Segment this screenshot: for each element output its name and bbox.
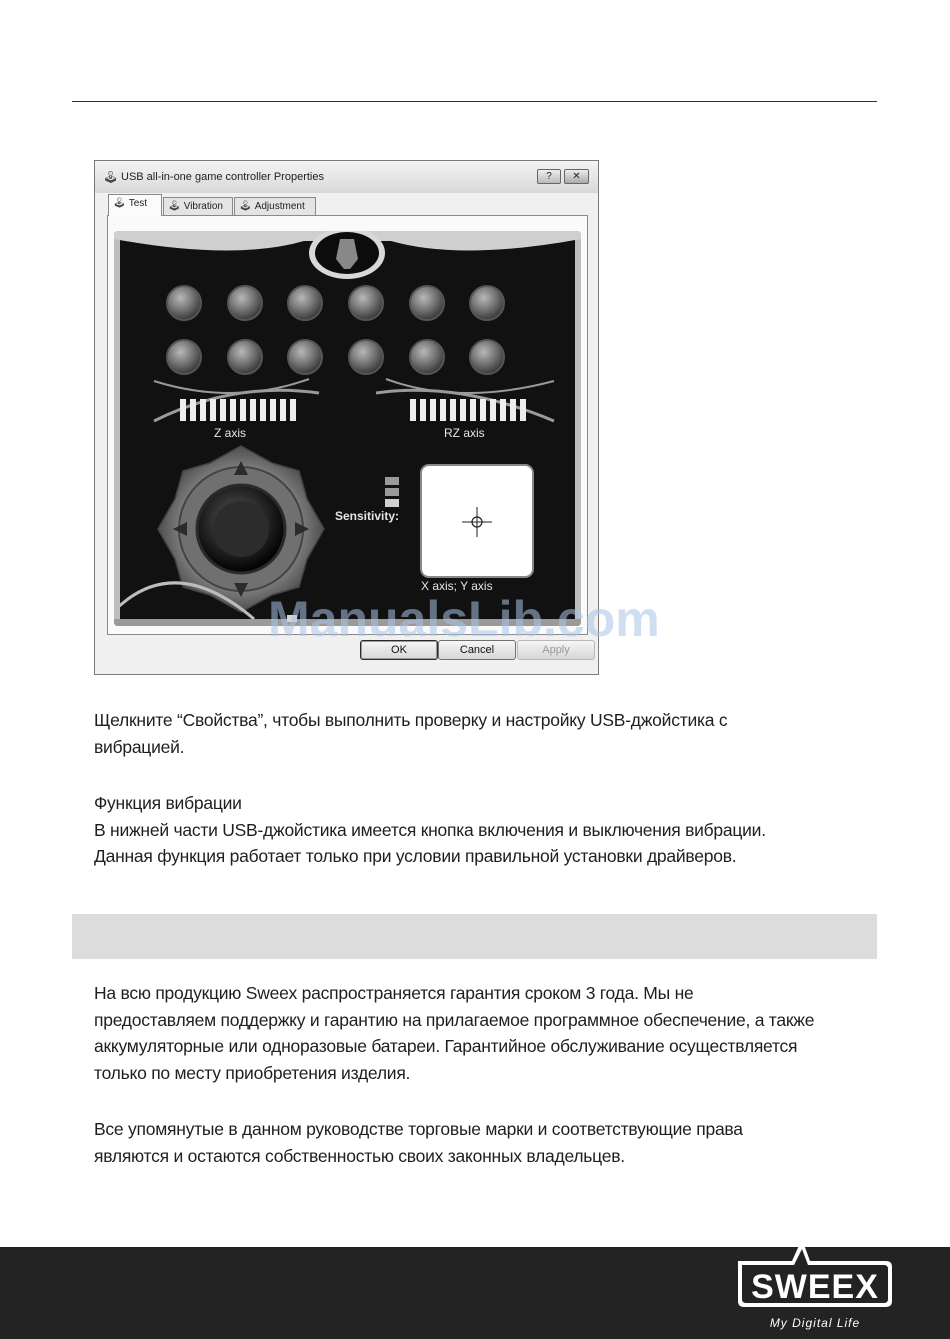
left-chrome-edge (114, 231, 120, 626)
z-axis-meter (154, 379, 319, 421)
tab-vibration-label: Vibration (183, 201, 223, 212)
controller-buttons (167, 286, 504, 374)
tab-adjustment[interactable] (234, 197, 316, 215)
dialog-title: USB all-in-one game controller Properties (121, 171, 324, 183)
top-divider (72, 101, 877, 102)
analog-stick (158, 446, 324, 612)
text-line: являются и остаются собственностью своих законных владельцев. (94, 1145, 625, 1166)
sensitivity-label: Sensitivity: (335, 509, 400, 523)
text-line: вибрацией. (94, 736, 185, 757)
sensitivity-meter (385, 477, 399, 507)
controller-button-11 (410, 340, 444, 374)
watermark: ManualsLib.com (268, 591, 660, 647)
tab-test[interactable] (108, 194, 162, 216)
close-button[interactable]: ✕ (564, 169, 589, 184)
controller-button-4 (349, 286, 383, 320)
text-line: предоставляем поддержку и гарантию на прилагаемое программное обеспечение, а также (94, 1009, 815, 1030)
tab-vibration[interactable] (163, 197, 233, 215)
rz-axis-meter (376, 379, 554, 421)
controller-button-7 (167, 340, 201, 374)
logo-tagline: My Digital Life (769, 1316, 861, 1330)
text-line: На всю продукцию Sweex распространяется гарантия сроком 3 года. Мы не (94, 983, 694, 1003)
controller-button-9 (288, 340, 322, 374)
paragraph-trademarks (94, 1116, 743, 1169)
controller-button-5 (410, 286, 444, 320)
dialog-titlebar[interactable] (95, 161, 598, 193)
apply-button[interactable]: Apply (517, 640, 595, 660)
tab-adjustment-label: Adjustment (254, 201, 305, 212)
xy-axis-label: X axis; Y axis (421, 579, 493, 593)
joystick-tab-icon: 🕹 (168, 201, 181, 212)
controller-button-8 (228, 340, 262, 374)
controller-button-10 (349, 340, 383, 374)
controller-button-2 (228, 286, 262, 320)
game-controller-icon: 🕹 (103, 170, 119, 184)
logo-brand: SWEEX (751, 1268, 879, 1306)
cancel-button[interactable]: Cancel (438, 640, 516, 660)
controller-button-12 (470, 340, 504, 374)
section-header-band (72, 914, 877, 959)
controller-button-6 (470, 286, 504, 320)
sweex-logo (728, 1227, 898, 1339)
controller-graphic (114, 231, 581, 626)
text-line: Данная функция работает только при условии правильной установки драйверов. (94, 846, 737, 866)
page-footer (0, 1247, 950, 1339)
paragraph-warranty (94, 980, 814, 1086)
controller-button-3 (288, 286, 322, 320)
right-chrome-edge (575, 231, 581, 626)
ok-button[interactable]: OK (360, 640, 438, 660)
section-heading: Функция вибрации (94, 793, 242, 813)
test-tab-panel (107, 215, 588, 635)
text-line: В нижней части USB-джойстика имеется кнопка включения и выключения вибрации. (94, 819, 766, 840)
text-line: только по месту приобретения изделия. (94, 1062, 411, 1083)
controller-test-area (114, 231, 581, 626)
controller-button-1 (167, 286, 201, 320)
rz-axis-label: RZ axis (444, 426, 485, 440)
text-line: Щелкните “Свойства”, чтобы выполнить проверку и настройку USB-джойстика с (94, 710, 728, 730)
joystick-tab-icon: 🕹 (113, 198, 126, 209)
joystick-tab-icon: 🕹 (239, 201, 252, 212)
help-button[interactable]: ? (537, 169, 561, 184)
tab-test-label: Test (128, 198, 148, 209)
paragraph-properties (94, 707, 727, 760)
z-axis-label: Z axis (214, 426, 247, 440)
paragraph-vibration (94, 790, 766, 870)
text-line: аккумуляторные или одноразовые батареи. Гарантийное обслуживание осуществляется (94, 1036, 798, 1056)
text-line: Все упомянутые в данном руководстве торговые марки и соответствующие права (94, 1119, 743, 1139)
